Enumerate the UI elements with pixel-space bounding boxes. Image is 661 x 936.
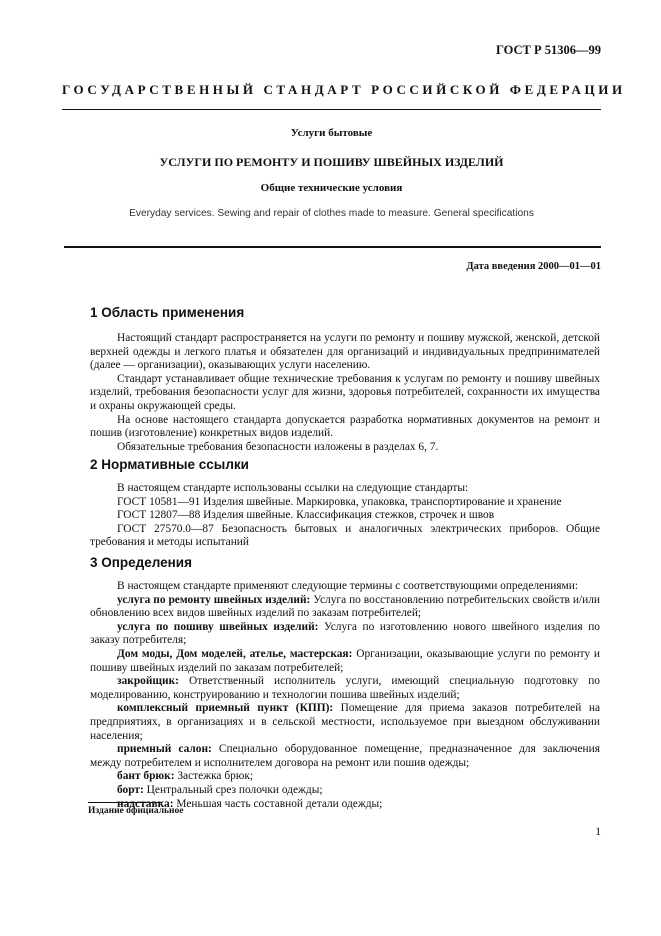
definition-term: услуга по ремонту швейных изделий:: [117, 593, 311, 606]
reference-item: ГОСТ 10581—91 Изделия швейные. Маркировка, упаковка, транспортирование и хранение: [117, 495, 562, 508]
section-heading-definitions: 3 Определения: [90, 555, 192, 570]
section-heading-scope: 1 Область применения: [90, 305, 245, 320]
definition-term: надставка:: [117, 797, 174, 810]
reference-item: ГОСТ 12807—88 Изделия швейные. Классификация стежков, строчек и швов: [117, 509, 495, 522]
definition-term: приемный салон:: [117, 743, 212, 756]
service-category: Услуги бытовые: [290, 127, 373, 139]
state-standard-title: ГОСУДАРСТВЕННЫЙ СТАНДАРТ РОССИЙСКОЙ ФЕДЕРАЦИИ: [62, 82, 626, 97]
definition-item: [90, 784, 600, 798]
definition-item: [90, 743, 600, 770]
definition-text: Ответственный исполнитель услуги, имеющий специальную подготовку по моделированию, конструированию и технологии пошива швейных изделий;: [90, 675, 600, 701]
document-subtitle: Общие технические условия: [260, 182, 403, 194]
definition-term: Дом моды, Дом моделей, ателье, мастерская:: [117, 647, 353, 660]
references-body: [90, 482, 600, 550]
definition-text: Услуга по восстановлению потребительских свойств и/или обновлению всех видов швейных изделий по заказам потребителей;: [90, 593, 600, 620]
page-number: 1: [595, 826, 601, 838]
definition-text: Специально оборудованное помещение, предназначенное для заключения между потребителем и исполнителем договора на ремонт или пошив одежды;: [90, 743, 600, 769]
definition-text: Застежка брюк;: [174, 770, 254, 783]
introduction-date: Дата введения 2000—01—01: [466, 261, 601, 272]
scope-paragraph: На основе настоящего стандарта допускается разработка нормативных документов на ремонт и пошив (изготовление) конкретных видов изделий.: [90, 413, 600, 440]
reference-item: ГОСТ 27570.0—87 Безопасность бытовых и аналогичных электрических приборов. Общие требования и методы испытаний: [90, 522, 600, 549]
title-divider: [64, 246, 601, 248]
official-edition-label: Издание официальное: [88, 806, 184, 816]
definition-term: борт:: [117, 783, 144, 796]
definitions-body: [90, 580, 600, 811]
scope-paragraph: Настоящий стандарт распространяется на услуги по ремонту и пошиву мужской, женской, детской верхней одежды и легкого платья и обязателен для организаций и индивидуальных предпринимателей (далее — организации), оказывающих услуги населению.: [90, 332, 600, 372]
definition-term: закройщик:: [117, 675, 179, 688]
scope-paragraph: Стандарт устанавливает общие технические требования к услугам по ремонту и пошиву швейных изделий, требования безопасности услуг для жизни, здоровья потребителей, сохранности их имущества и охраны окружающей среды.: [90, 372, 600, 412]
definition-item: [90, 702, 600, 743]
definitions-intro: В настоящем стандарте применяют следующие термины с соответствующими определениями:: [117, 580, 579, 592]
scope-body: [90, 332, 600, 454]
scope-paragraph: Обязательные требования безопасности изложены в разделах 6, 7.: [117, 440, 439, 453]
definition-item: [90, 621, 600, 648]
header-divider: [62, 109, 601, 110]
definition-text: Помещение для приема заказов потребителей на предприятиях, в организациях и в сельской местности, используемое при выездном обслуживании населения;: [90, 702, 600, 742]
definition-item: [90, 675, 600, 702]
footer-divider: [88, 802, 162, 803]
definition-text: Меньшая часть составной детали одежды;: [173, 797, 383, 810]
definition-text: Организации, оказывающие услуги по ремонту и пошиву швейных изделий по заказам потребителей;: [90, 647, 600, 674]
definition-item: [90, 770, 600, 784]
section-heading-references: 2 Нормативные ссылки: [90, 457, 249, 472]
gost-number: ГОСТ Р 51306—99: [495, 43, 601, 57]
definition-term: комплексный приемный пункт (КПП):: [117, 702, 334, 715]
definition-item: [90, 648, 600, 675]
definition-term: бант брюк:: [117, 770, 175, 783]
definition-item: [90, 594, 600, 621]
definition-term: услуга по пошиву швейных изделий:: [117, 620, 319, 633]
references-intro: В настоящем стандарте использованы ссылки на следующие стандарты:: [117, 482, 469, 494]
definition-text: Услуга по изготовлению нового швейного изделия по заказу потребителя;: [90, 620, 600, 647]
definition-text: Центральный срез полочки одежды;: [143, 783, 323, 796]
english-title: Everyday services. Sewing and repair of clothes made to measure. General specifications: [129, 208, 534, 219]
document-title: УСЛУГИ ПО РЕМОНТУ И ПОШИВУ ШВЕЙНЫХ ИЗДЕЛИЙ: [159, 155, 504, 169]
